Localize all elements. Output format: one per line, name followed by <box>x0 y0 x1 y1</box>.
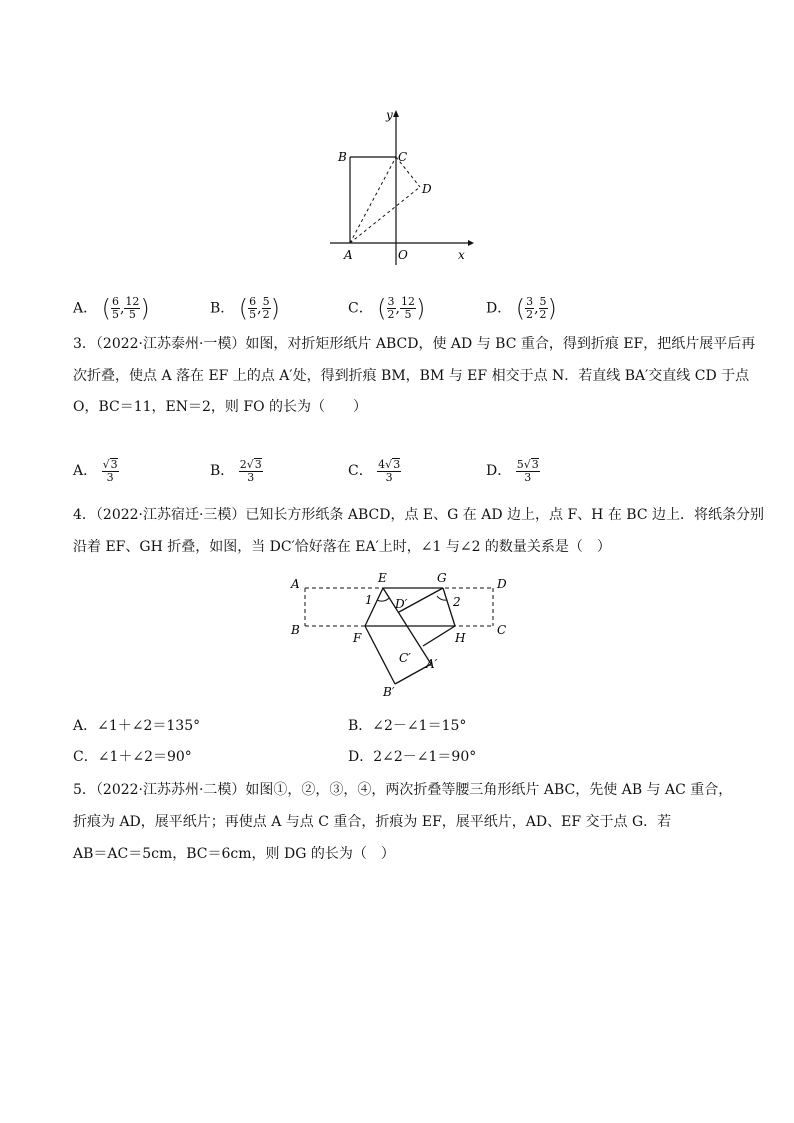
svg-text:H: H <box>455 631 466 645</box>
svg-text:F: F <box>353 631 362 645</box>
q3-line-3: O，BC＝11，EN＝2，则 FO 的长为（ ） <box>73 399 368 415</box>
q5-line-1: 5．（2022·江苏苏州·二模）如图①，②，③，④，两次折叠等腰三角形纸片 ABC，先使 AB 与 AC 重合， <box>73 782 733 798</box>
q3-line-2: 次折叠，使点 A 落在 EF 上的点 A′处，得到折痕 BM，BM 与 EF 相交于点 N．若直线 BA′交直线 CD 于点 <box>73 368 750 384</box>
q3-option-a[interactable]: A． $\frac{√3}{3}$ <box>73 458 118 484</box>
q4-option-b[interactable]: B．∠2－∠1＝15° <box>348 718 467 734</box>
label-C: C <box>398 150 408 164</box>
label-O: O <box>398 248 408 262</box>
svg-text:B′: B′ <box>383 685 395 699</box>
q3-option-b[interactable]: B． $\frac{2√3}{3}$ <box>210 458 262 484</box>
svg-text:A′: A′ <box>426 657 438 671</box>
q4-option-c[interactable]: C．∠1＋∠2＝90° <box>73 749 192 765</box>
svg-text:C: C <box>497 623 507 637</box>
x-axis-arrow <box>468 240 474 246</box>
svg-text:E: E <box>378 571 387 585</box>
svg-text:1: 1 <box>365 593 373 607</box>
q2-option-d[interactable]: D． ( $\frac{3}{2}$ , $\frac{5}{2}$ ) <box>486 294 557 323</box>
y-axis-arrow <box>393 110 399 117</box>
svg-text:A: A <box>291 577 300 591</box>
q2-option-b[interactable]: B． ( $\frac{6}{5}$ , $\frac{5}{2}$ ) <box>210 294 280 323</box>
label-y: y <box>386 108 393 122</box>
q4-line-2: 沿着 EF、GH 折叠，如图，当 DC′恰好落在 EA′上时，∠1 与∠2 的数量关系是（ ） <box>73 539 611 555</box>
svg-text:2: 2 <box>453 595 461 609</box>
label-x: x <box>458 248 465 262</box>
svg-text:D: D <box>497 577 507 591</box>
coordinate-figure <box>320 105 480 265</box>
q3-option-d[interactable]: D． $\frac{5√3}{3}$ <box>486 458 539 484</box>
q5-line-2: 折痕为 AD，展平纸片；再使点 A 与点 C 重合，折痕为 EF，展平纸片，AD、EF 交于点 G．若 <box>73 814 672 830</box>
q5-line-3: AB＝AC＝5cm，BC＝6cm，则 DG 的长为（ ） <box>73 846 395 862</box>
q2-option-a[interactable]: A． ( $\frac{6}{5}$ , $\frac{12}{5}$ ) <box>73 294 150 323</box>
folding-strip-figure <box>285 568 525 703</box>
q4-line-1: 4．（2022·江苏宿迁·三模）已知长方形纸条 ABCD，点 E、G 在 AD 边上，点 F、H 在 BC 边上．将纸条分别 <box>73 507 765 523</box>
q2-option-c[interactable]: C． ( $\frac{3}{2}$ , $\frac{12}{5}$ ) <box>348 294 426 323</box>
svg-text:B: B <box>291 623 300 637</box>
q3-line-1: 3．（2022·江苏泰州·一模）如图，对折矩形纸片 ABCD，使 AD 与 BC 重合，得到折痕 EF，把纸片展平后再 <box>73 336 756 352</box>
q3-option-c[interactable]: C． $\frac{4√3}{3}$ <box>348 458 401 484</box>
label-A: A <box>344 248 353 262</box>
q4-option-d[interactable]: D．2∠2－∠1＝90° <box>348 749 477 765</box>
q4-option-a[interactable]: A．∠1＋∠2＝135° <box>73 718 201 734</box>
svg-text:C′: C′ <box>399 651 411 665</box>
label-D: D <box>422 182 432 196</box>
svg-text:D′: D′ <box>395 597 408 611</box>
svg-text:G: G <box>437 571 447 585</box>
label-B: B <box>338 150 347 164</box>
